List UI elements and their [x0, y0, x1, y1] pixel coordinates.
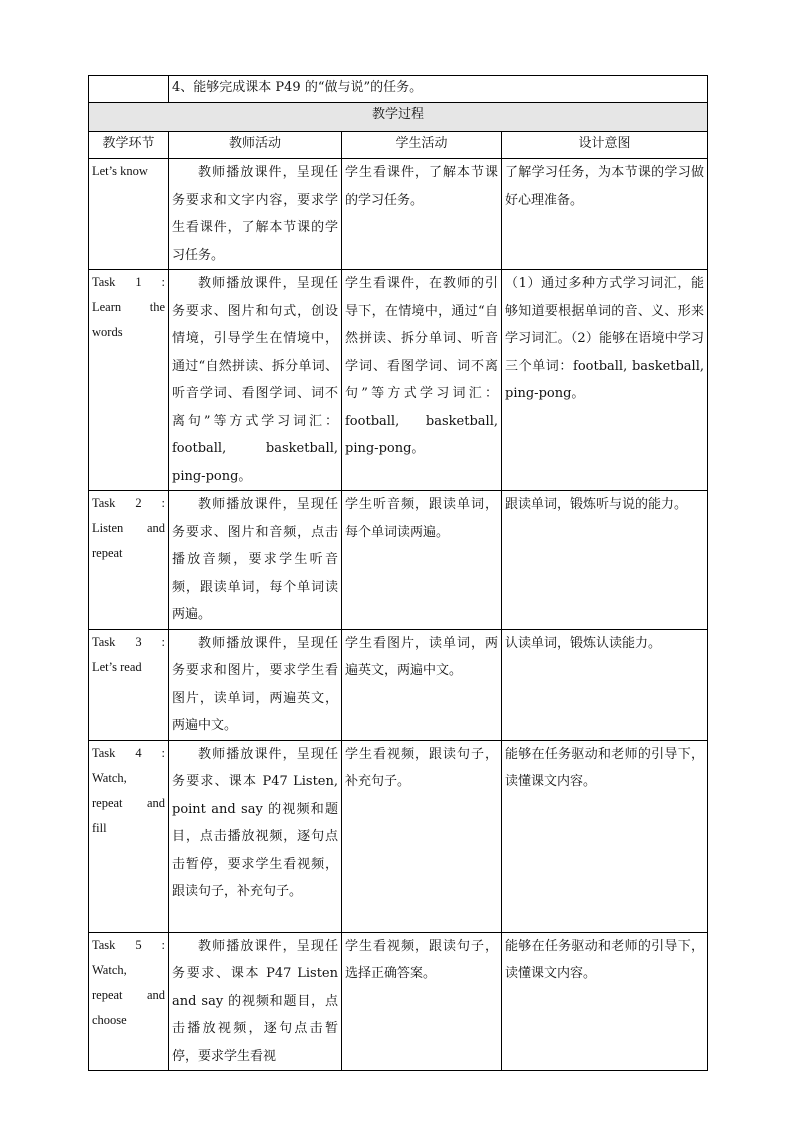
teacher-activity: 教师播放课件，呈现任务要求、课本 P47 Listen, point and say 的视频和题目，点击播放视频，逐句点击暂停，要求学生看视频，跟读句子，补充句子。: [169, 740, 342, 932]
stage-cell: [89, 932, 169, 1071]
stage-cell: [89, 740, 169, 932]
header-student: 学生活动: [342, 132, 502, 159]
table-row: [89, 491, 708, 630]
stage-line: Task 2 :: [92, 496, 165, 510]
design-intent: 认读单词，锻炼认读能力。: [502, 629, 708, 740]
teacher-activity: 教师播放课件，呈现任务要求、课本 P47 Listen and say 的视频和题目，点击播放视频，逐句点击暂停，要求学生看视: [169, 932, 342, 1071]
stage-line: Listen and: [92, 521, 165, 535]
stage-line: Watch,: [92, 770, 127, 785]
design-intent: 能够在任务驱动和老师的引导下，读懂课文内容。: [502, 740, 708, 932]
stage-line: Learn the: [92, 300, 165, 314]
table-row: [89, 629, 708, 740]
student-activity: 学生看图片，读单词，两遍英文，两遍中文。: [342, 629, 502, 740]
objective-row: [89, 76, 708, 103]
stage-line: Let’s know: [92, 164, 148, 178]
column-header-row: [89, 132, 708, 159]
objective-blank-cell: [89, 76, 169, 103]
student-activity: 学生看课件，了解本节课的学习任务。: [342, 159, 502, 270]
design-intent: 了解学习任务，为本节课的学习做好心理准备。: [502, 159, 708, 270]
stage-line: repeat and: [92, 795, 165, 810]
header-stage: 教学环节: [89, 132, 169, 159]
stage-cell: [89, 629, 169, 740]
stage-line: Task 4 :: [92, 745, 165, 760]
header-teacher: 教师活动: [169, 132, 342, 159]
section-title-row: [89, 103, 708, 132]
stage-line: fill: [92, 820, 107, 835]
student-activity: 学生看视频，跟读句子，选择正确答案。: [342, 932, 502, 1071]
stage-line: repeat: [92, 546, 123, 560]
design-intent: （1）通过多种方式学习词汇，能够知道要根据单词的音、义、形来学习词汇。（2）能够在语境中学习三个单词：football, basketball, ping-pong。: [502, 270, 708, 491]
student-activity: 学生听音频，跟读单词，每个单词读两遍。: [342, 491, 502, 630]
stage-cell: [89, 159, 169, 270]
table-row: [89, 740, 708, 932]
teacher-activity: 教师播放课件，呈现任务要求和图片，要求学生看图片，读单词，两遍英文，两遍中文。: [169, 629, 342, 740]
stage-line: Task 1 :: [92, 275, 165, 289]
student-activity: 学生看课件，在教师的引导下，在情境中，通过“自然拼读、拆分单词、听音学词、看图学词、词不离句”等方式学习词汇：football, basketball, ping-pong。: [342, 270, 502, 491]
table-row: [89, 159, 708, 270]
student-activity: 学生看视频，跟读句子，补充句子。: [342, 740, 502, 932]
table-row: [89, 270, 708, 491]
stage-line: Task 3 :: [92, 634, 165, 649]
stage-cell: [89, 270, 169, 491]
stage-line: Watch,: [92, 962, 127, 977]
stage-line: repeat and: [92, 987, 165, 1002]
stage-line: words: [92, 325, 123, 339]
header-intent: 设计意图: [502, 132, 708, 159]
teacher-activity: 教师播放课件，呈现任务要求和文字内容，要求学生看课件，了解本节课的学习任务。: [169, 159, 342, 270]
objective-text: 4、能够完成课本 P49 的“做与说”的任务。: [169, 76, 708, 103]
stage-cell: [89, 491, 169, 630]
teacher-activity: 教师播放课件，呈现任务要求、图片和句式，创设情境，引导学生在情境中，通过“自然拼读、拆分单词、听音学词、看图学词、词不离句”等方式学习词汇：football, basketball, ping-pong。: [169, 270, 342, 491]
stage-line: choose: [92, 1012, 127, 1027]
design-intent: 跟读单词，锻炼听与说的能力。: [502, 491, 708, 630]
design-intent: 能够在任务驱动和老师的引导下，读懂课文内容。: [502, 932, 708, 1071]
lesson-plan-table: [88, 75, 708, 1071]
section-title: 教学过程: [89, 103, 708, 132]
table-row: [89, 932, 708, 1071]
stage-line: Task 5 :: [92, 937, 165, 952]
teacher-activity: 教师播放课件，呈现任务要求、图片和音频，点击播放音频，要求学生听音频，跟读单词，每个单词读两遍。: [169, 491, 342, 630]
stage-line: Let’s read: [92, 659, 142, 674]
